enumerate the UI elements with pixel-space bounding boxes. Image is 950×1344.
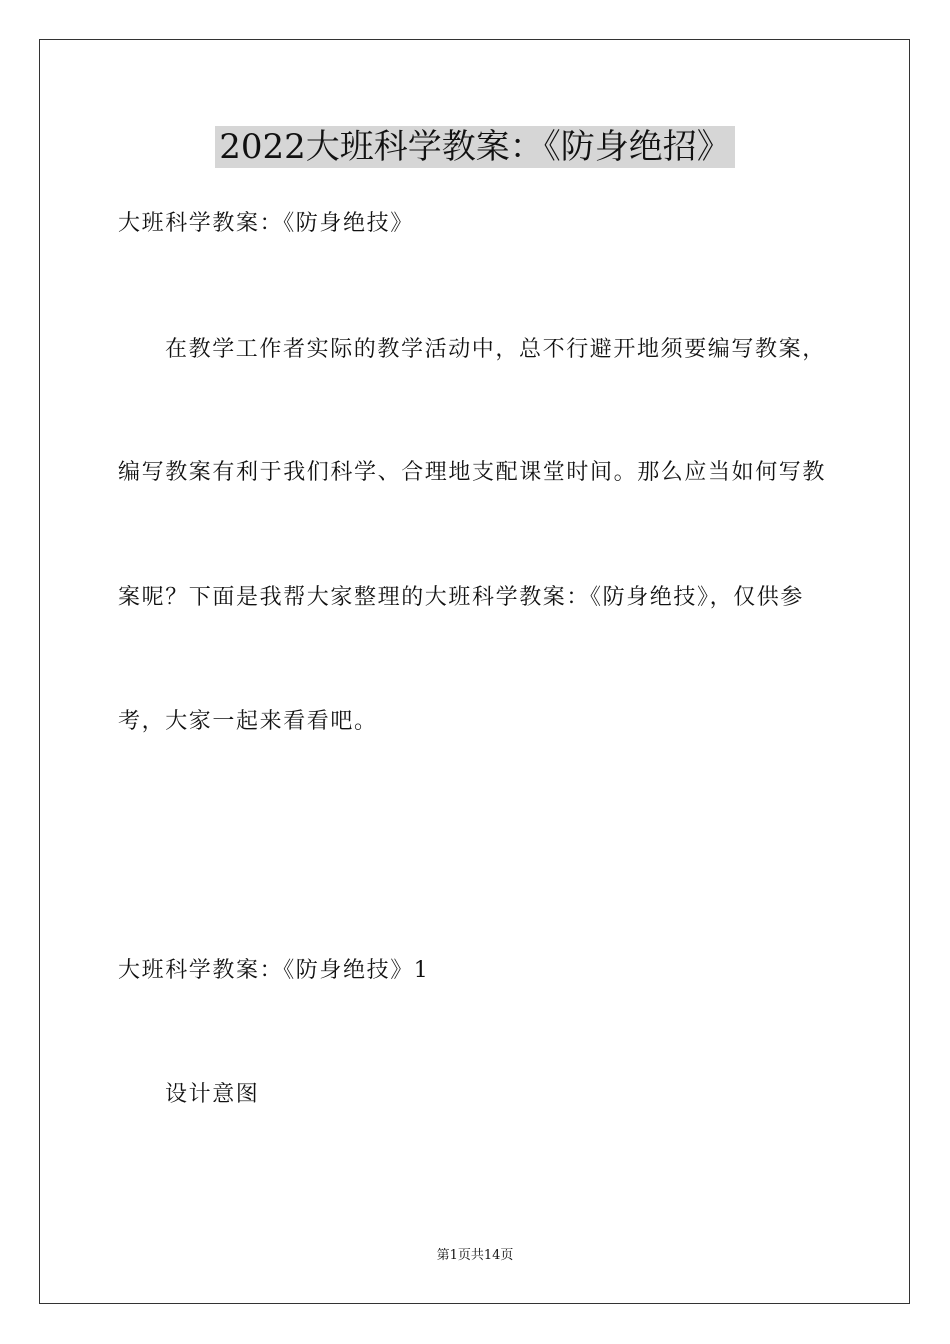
title-container xyxy=(0,126,950,168)
document-subtitle: 大班科学教案：《防身绝技》 xyxy=(118,211,414,236)
paragraph-line-3: 案呢？下面是我帮大家整理的大班科学教案：《防身绝技》，仅供参 xyxy=(118,585,805,610)
document-title: 2022大班科学教案：《防身绝招》 xyxy=(215,126,735,168)
paragraph-line-4: 考，大家一起来看看吧。 xyxy=(118,709,378,734)
page-number-current: 第1页 xyxy=(436,1248,471,1263)
page-number-total: 共14页 xyxy=(470,1248,514,1263)
paragraph-line-2: 编写教案有利于我们科学、合理地支配课堂时间。那么应当如何写教 xyxy=(118,460,827,485)
paragraph-line-1: 在教学工作者实际的教学活动中，总不行避开地须要编写教案， xyxy=(165,337,826,362)
subheading-design-intent: 设计意图 xyxy=(165,1082,260,1107)
section-heading: 大班科学教案：《防身绝技》1 xyxy=(118,958,430,983)
page-footer xyxy=(0,1247,950,1265)
